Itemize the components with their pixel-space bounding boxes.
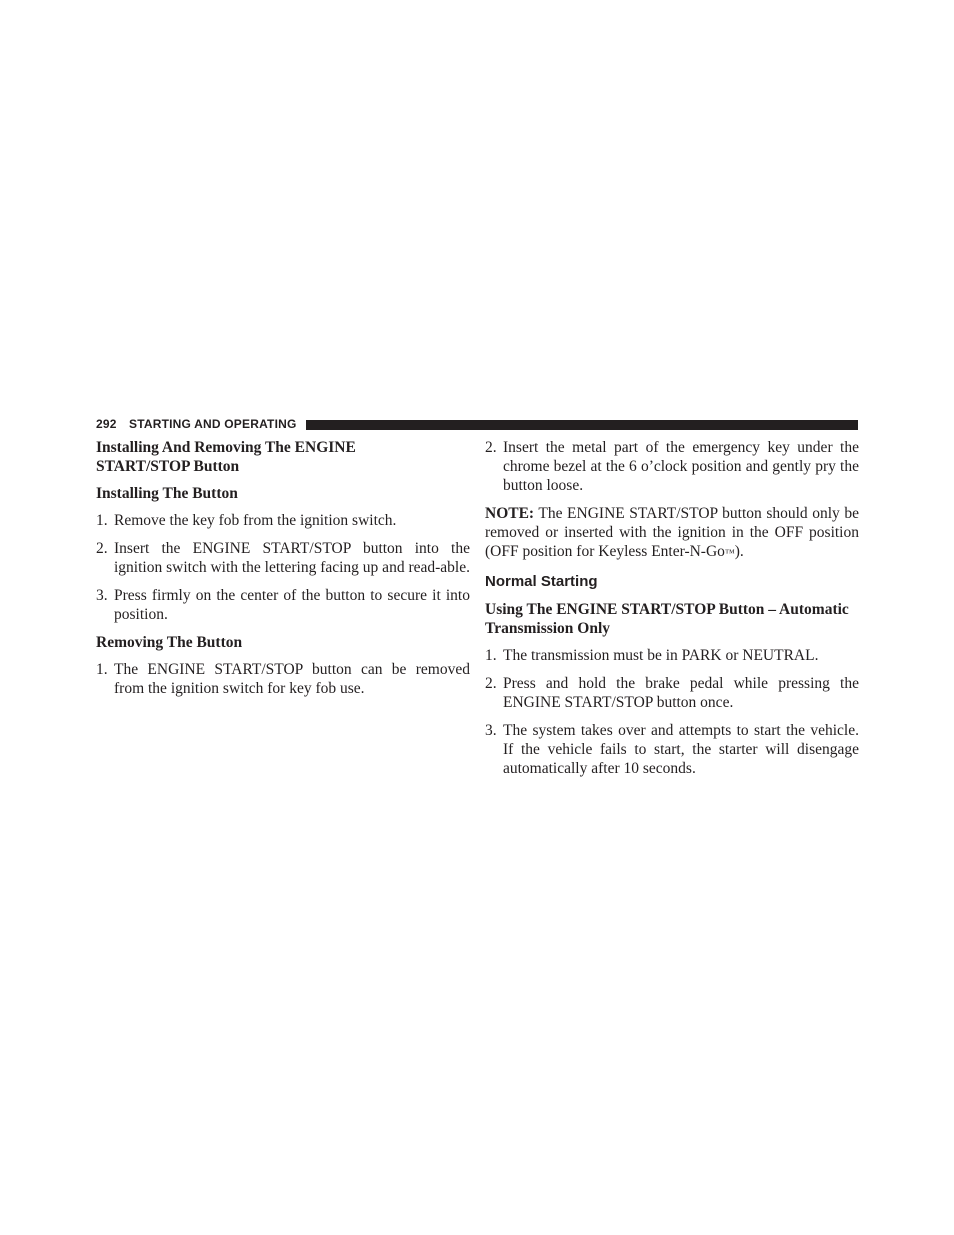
step-number: 1. <box>96 512 108 529</box>
step-number: 1. <box>485 647 497 664</box>
step-number: 2. <box>485 439 497 456</box>
page-number: 292 <box>96 417 117 431</box>
note-label: NOTE: <box>485 505 535 522</box>
list-item <box>485 674 859 712</box>
step-text: Insert the ENGINE START/STOP button into the ignition switch with the lettering facing up and read-able. <box>114 540 470 576</box>
section-title: STARTING AND OPERATING <box>129 417 297 431</box>
list-item <box>96 539 470 577</box>
removing-heading: Removing The Button <box>96 634 243 651</box>
using-heading: Using The ENGINE START/STOP Button – Automatic Transmission Only <box>485 601 849 637</box>
step-number: 1. <box>96 661 108 678</box>
note-text: The ENGINE START/STOP button should only be removed or inserted with the ignition in the OFF position (OFF position for Keyless Enter-N-Go <box>485 505 859 560</box>
step-text: Press firmly on the center of the button to secure it into position. <box>114 587 470 623</box>
step-number: 2. <box>96 540 108 557</box>
right-column <box>485 438 859 787</box>
step-number: 3. <box>96 587 108 604</box>
list-item <box>485 646 859 665</box>
list-item <box>96 511 470 530</box>
note-end: ). <box>734 543 744 560</box>
step-number: 3. <box>485 722 497 739</box>
normal-starting-heading: Normal Starting <box>485 573 598 590</box>
step-text: Press and hold the brake pedal while pressing the ENGINE START/STOP button once. <box>503 675 859 711</box>
header-rule <box>306 420 858 430</box>
step-text: The system takes over and attempts to start the vehicle. If the vehicle fails to start, the starter will disengage automatically after 10 seconds. <box>503 722 859 777</box>
list-item <box>485 721 859 778</box>
left-column <box>96 438 470 707</box>
step-text: Insert the metal part of the emergency key under the chrome bezel at the 6 o’clock position and gently pry the button loose. <box>503 439 859 494</box>
step-text: The transmission must be in PARK or NEUTRAL. <box>503 647 819 664</box>
list-item <box>96 660 470 698</box>
step-number: 2. <box>485 675 497 692</box>
note-paragraph <box>485 504 859 563</box>
list-item <box>96 586 470 624</box>
list-item <box>485 438 859 495</box>
step-text: Remove the key fob from the ignition switch. <box>114 512 397 529</box>
main-heading: Installing And Removing The ENGINE START/STOP Button <box>96 439 356 475</box>
trademark-symbol: ™ <box>724 548 735 559</box>
installing-heading: Installing The Button <box>96 485 238 502</box>
running-header <box>96 417 858 433</box>
step-text: The ENGINE START/STOP button can be removed from the ignition switch for key fob use. <box>114 661 470 697</box>
